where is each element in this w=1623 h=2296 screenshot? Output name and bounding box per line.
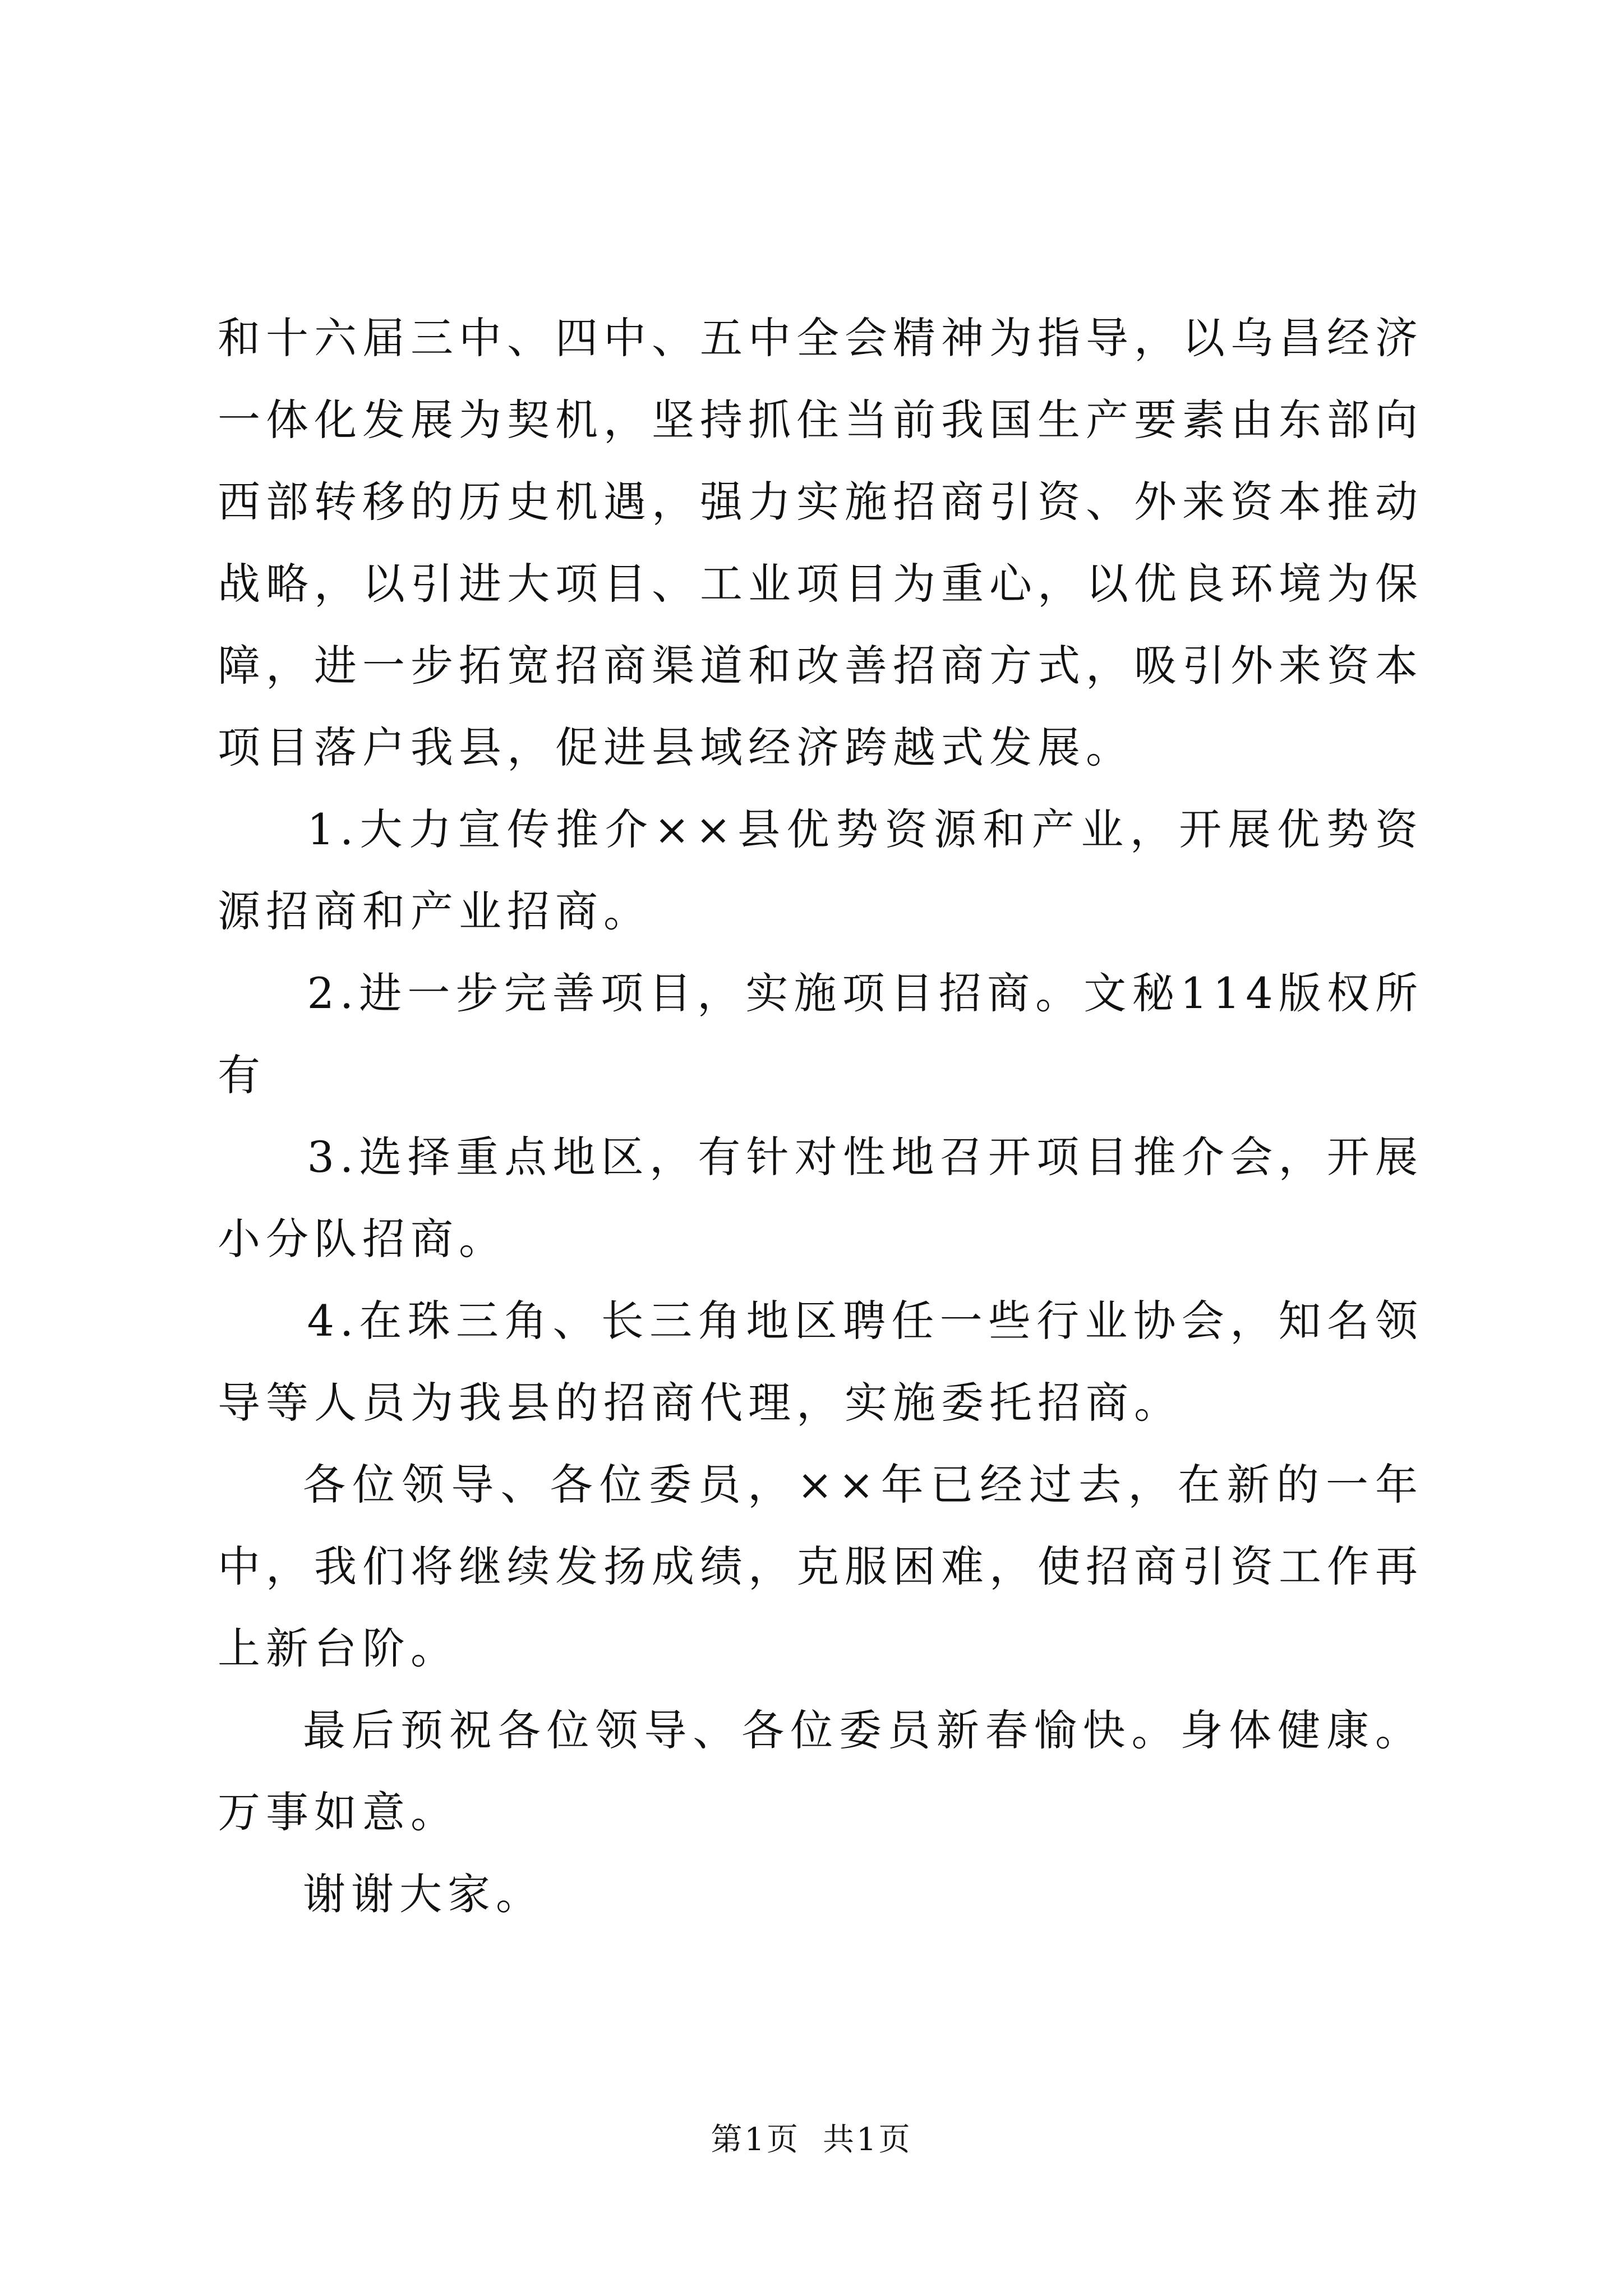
page-total: 共1页 bbox=[823, 2122, 912, 2158]
paragraph-intro: 和十六届三中、四中、五中全会精神为指导，以乌昌经济一体化发展为契机，坚持抓住当前我国生产要素由东部向西部转移的历史机遇，强力实施招商引资、外来资本推动战略，以引进大项目、工业项目为重心，以优良环境为保障，进一步拓宽招商渠道和改善招商方式，吸引外来资本项目落户我县，促进县域经济跨越式发展。 bbox=[218, 313, 1423, 772]
paragraph-closing: 各位领导、各位委员，××年已经过去，在新的一年中，我们将继续发扬成绩，克服困难，使招商引资工作再上新台阶。 bbox=[218, 1460, 1423, 1673]
page-number: 第1页 bbox=[711, 2122, 800, 2158]
document-body bbox=[218, 297, 1423, 1935]
page-footer bbox=[0, 2115, 1623, 2160]
paragraph-thanks: 谢谢大家。 bbox=[303, 1869, 544, 1919]
list-item-4: 4.在珠三角、长三角地区聘任一些行业协会，知名领导等人员为我县的招商代理，实施委托招商。 bbox=[218, 1296, 1423, 1428]
list-item-3: 3.选择重点地区，有针对性地召开项目推介会，开展小分队招商。 bbox=[218, 1132, 1423, 1264]
list-item-1: 1.大力宣传推介××县优势资源和产业，开展优势资源招商和产业招商。 bbox=[218, 804, 1423, 936]
paragraph-wishes: 最后预祝各位领导、各位委员新春愉快。身体健康。万事如意。 bbox=[218, 1705, 1423, 1837]
list-item-2: 2.进一步完善项目，实施项目招商。文秘114版权所有 bbox=[218, 968, 1423, 1100]
